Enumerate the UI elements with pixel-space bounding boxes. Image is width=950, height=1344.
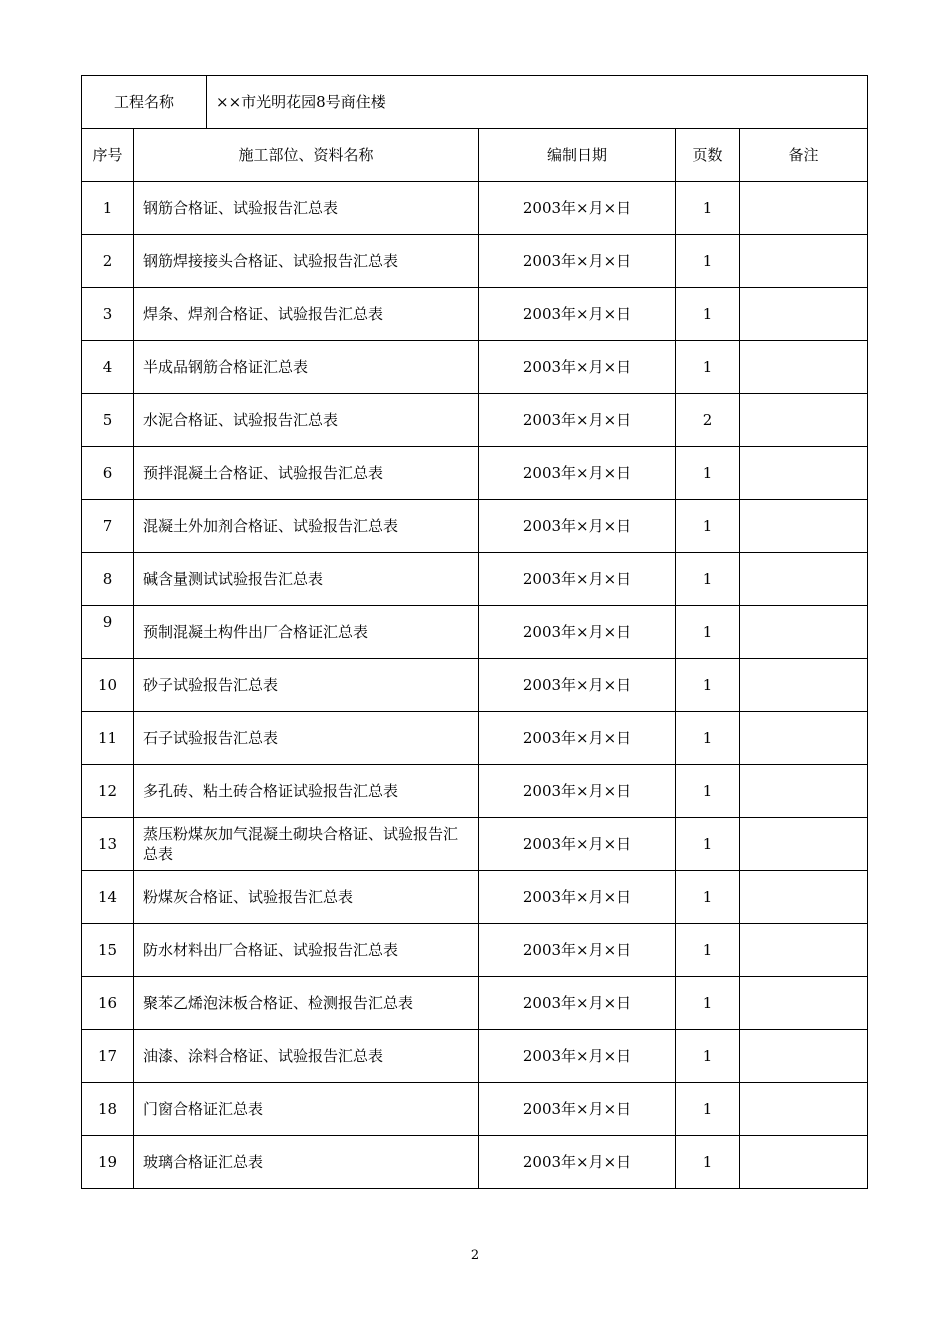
project-name-value: ××市光明花园8号商住楼 [207,76,868,129]
table-row [82,924,868,977]
table-row [82,341,868,394]
table-row [82,447,868,500]
row-seq: 18 [82,1083,134,1136]
row-seq: 10 [82,659,134,712]
row-item: 碱含量测试试验报告汇总表 [134,553,479,606]
row-remark [740,871,868,924]
table-row [82,500,868,553]
row-date: 2003年×月×日 [479,659,676,712]
row-item: 半成品钢筋合格证汇总表 [134,341,479,394]
table-row [82,553,868,606]
table-row [82,765,868,818]
row-pages: 1 [676,553,740,606]
row-item: 石子试验报告汇总表 [134,712,479,765]
row-seq: 4 [82,341,134,394]
row-pages: 1 [676,1030,740,1083]
table-row [82,659,868,712]
row-remark [740,712,868,765]
row-item: 粉煤灰合格证、试验报告汇总表 [134,871,479,924]
row-seq: 11 [82,712,134,765]
row-date: 2003年×月×日 [479,394,676,447]
table-row [82,606,868,659]
row-pages: 1 [676,288,740,341]
row-date: 2003年×月×日 [479,553,676,606]
row-item: 聚苯乙烯泡沫板合格证、检测报告汇总表 [134,977,479,1030]
row-pages: 1 [676,341,740,394]
row-seq: 12 [82,765,134,818]
header-date: 编制日期 [479,129,676,182]
row-date: 2003年×月×日 [479,1083,676,1136]
row-seq: 13 [82,818,134,871]
row-seq: 8 [82,553,134,606]
row-pages: 1 [676,712,740,765]
row-remark [740,659,868,712]
row-date: 2003年×月×日 [479,712,676,765]
row-seq: 14 [82,871,134,924]
row-remark [740,1083,868,1136]
row-pages: 1 [676,1136,740,1189]
row-remark [740,341,868,394]
project-row [82,76,868,129]
row-date: 2003年×月×日 [479,765,676,818]
row-item: 蒸压粉煤灰加气混凝土砌块合格证、试验报告汇总表 [134,818,479,871]
row-pages: 1 [676,977,740,1030]
row-item: 钢筋合格证、试验报告汇总表 [134,182,479,235]
row-pages: 1 [676,500,740,553]
row-pages: 1 [676,659,740,712]
row-seq: 19 [82,1136,134,1189]
row-date: 2003年×月×日 [479,182,676,235]
table-row [82,818,868,871]
row-pages: 1 [676,818,740,871]
row-seq: 15 [82,924,134,977]
row-remark [740,765,868,818]
header-pages: 页数 [676,129,740,182]
row-date: 2003年×月×日 [479,447,676,500]
row-seq: 16 [82,977,134,1030]
row-remark [740,606,868,659]
table-row [82,871,868,924]
row-item: 预制混凝土构件出厂合格证汇总表 [134,606,479,659]
row-item: 砂子试验报告汇总表 [134,659,479,712]
row-remark [740,977,868,1030]
materials-summary-table [81,75,868,1189]
row-pages: 1 [676,606,740,659]
row-date: 2003年×月×日 [479,341,676,394]
table-row [82,1083,868,1136]
row-pages: 1 [676,235,740,288]
page-number: 2 [470,1248,480,1263]
project-name-label: 工程名称 [82,76,207,129]
row-date: 2003年×月×日 [479,977,676,1030]
row-pages: 1 [676,447,740,500]
row-seq: 3 [82,288,134,341]
row-remark [740,288,868,341]
row-item: 预拌混凝土合格证、试验报告汇总表 [134,447,479,500]
row-item: 玻璃合格证汇总表 [134,1136,479,1189]
row-date: 2003年×月×日 [479,288,676,341]
row-remark [740,818,868,871]
table-row [82,394,868,447]
row-item: 油漆、涂料合格证、试验报告汇总表 [134,1030,479,1083]
row-date: 2003年×月×日 [479,606,676,659]
row-remark [740,553,868,606]
row-seq: 9 [82,606,134,659]
row-date: 2003年×月×日 [479,1030,676,1083]
row-remark [740,500,868,553]
row-remark [740,1030,868,1083]
row-item: 门窗合格证汇总表 [134,1083,479,1136]
row-date: 2003年×月×日 [479,871,676,924]
row-date: 2003年×月×日 [479,1136,676,1189]
row-pages: 1 [676,924,740,977]
row-pages: 1 [676,765,740,818]
table-row [82,977,868,1030]
row-date: 2003年×月×日 [479,924,676,977]
row-seq: 7 [82,500,134,553]
row-pages: 2 [676,394,740,447]
table-row [82,1030,868,1083]
row-date: 2003年×月×日 [479,235,676,288]
row-seq: 5 [82,394,134,447]
row-remark [740,1136,868,1189]
row-pages: 1 [676,1083,740,1136]
row-seq: 1 [82,182,134,235]
row-seq: 2 [82,235,134,288]
row-pages: 1 [676,182,740,235]
table-row [82,288,868,341]
header-row [82,129,868,182]
table-body [82,76,868,1189]
table-row [82,182,868,235]
row-seq: 17 [82,1030,134,1083]
row-item: 混凝土外加剂合格证、试验报告汇总表 [134,500,479,553]
row-remark [740,924,868,977]
row-item: 水泥合格证、试验报告汇总表 [134,394,479,447]
table-row [82,235,868,288]
row-date: 2003年×月×日 [479,818,676,871]
header-remark: 备注 [740,129,868,182]
table-row [82,1136,868,1189]
row-remark [740,394,868,447]
row-remark [740,182,868,235]
row-item: 钢筋焊接接头合格证、试验报告汇总表 [134,235,479,288]
row-item: 防水材料出厂合格证、试验报告汇总表 [134,924,479,977]
row-date: 2003年×月×日 [479,500,676,553]
header-item: 施工部位、资料名称 [134,129,479,182]
row-remark [740,235,868,288]
row-remark [740,447,868,500]
row-item: 焊条、焊剂合格证、试验报告汇总表 [134,288,479,341]
row-item: 多孔砖、粘土砖合格证试验报告汇总表 [134,765,479,818]
header-seq: 序号 [82,129,134,182]
table-row [82,712,868,765]
row-pages: 1 [676,871,740,924]
row-seq: 6 [82,447,134,500]
